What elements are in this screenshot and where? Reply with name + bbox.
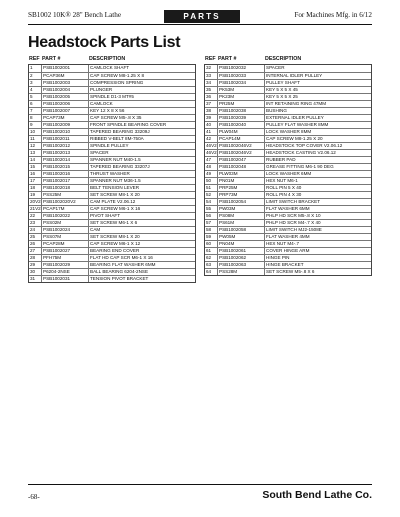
description-cell: RUBBER PAD bbox=[266, 157, 296, 162]
table-row bbox=[29, 261, 195, 268]
ref-cell: 42 bbox=[205, 136, 218, 142]
part-number-cell: PSB1002039 bbox=[218, 115, 265, 121]
ref-cell: 48 bbox=[205, 164, 218, 170]
description-cell: INTERNAL IDLER PULLEY bbox=[266, 73, 323, 78]
description-cell: CAP SCREW M5-.8 X 35 bbox=[90, 115, 142, 120]
description-cell: RIBBED V-BELT 8M-750A bbox=[90, 136, 144, 141]
table-row bbox=[29, 100, 195, 107]
ref-cell: 1 bbox=[29, 65, 42, 72]
table-row bbox=[205, 177, 371, 184]
part-number-cell: PSB1002038 bbox=[218, 108, 265, 114]
description-cell: KEY 5 X 5 X 25 bbox=[266, 94, 298, 99]
table-row bbox=[205, 254, 371, 261]
part-number-cell: PSS07M bbox=[42, 234, 89, 240]
part-number-cell: PSB1002013 bbox=[42, 150, 89, 156]
table-row bbox=[29, 268, 195, 275]
part-number-cell: PSB1002006 bbox=[42, 101, 89, 107]
ref-cell: 47 bbox=[205, 157, 218, 163]
description-cell: FRONT SPINDLE BEARING COVER bbox=[90, 122, 167, 127]
part-number-cell: PLW04M bbox=[218, 129, 265, 135]
description-cell: BEARING END COVER bbox=[90, 248, 140, 253]
part-number-cell: PN01M bbox=[218, 178, 265, 184]
ref-cell: 39 bbox=[205, 115, 218, 121]
header-rule bbox=[28, 24, 372, 25]
footer-rule bbox=[28, 484, 372, 485]
table-row bbox=[29, 65, 195, 72]
ref-cell: 29 bbox=[29, 262, 42, 268]
table-row bbox=[29, 198, 195, 205]
description-cell: CAMLOCK bbox=[90, 101, 113, 106]
table-row bbox=[29, 149, 195, 156]
description-cell: BUSHING bbox=[266, 108, 287, 113]
ref-cell: 60 bbox=[205, 241, 218, 247]
description-cell: FLAT WASHER 4MM bbox=[266, 234, 310, 239]
part-number-cell: PSB1002005 bbox=[42, 94, 89, 100]
ref-cell: 49 bbox=[205, 171, 218, 177]
ref-cell: 26 bbox=[29, 241, 42, 247]
table-row bbox=[29, 184, 195, 191]
ref-cell: 14 bbox=[29, 157, 42, 163]
description-cell: SPANNER NUT M36-1.5 bbox=[90, 178, 141, 183]
table-row bbox=[205, 128, 371, 135]
table-row bbox=[205, 261, 371, 268]
part-number-cell: PCAP28M bbox=[42, 241, 89, 247]
table-row bbox=[29, 93, 195, 100]
description-cell: CAP SCREW M6-1 X 16 bbox=[90, 206, 141, 211]
part-number-cell: PSB1002046V2 bbox=[218, 143, 265, 149]
description-cell: COVER HINGE ARM bbox=[266, 248, 310, 253]
ref-cell: 41 bbox=[205, 129, 218, 135]
part-number-cell: PSB1002029 bbox=[42, 262, 89, 268]
table-row bbox=[205, 121, 371, 128]
table-row bbox=[29, 205, 195, 212]
table-row bbox=[29, 254, 195, 261]
ref-cell: 11 bbox=[29, 136, 42, 142]
description-cell: PHLP HD SCR M4-.7 X 40 bbox=[266, 220, 321, 225]
description-cell: CAMLOCK SHAFT bbox=[90, 65, 130, 70]
part-number-cell: PW05M bbox=[218, 234, 265, 240]
table-row bbox=[205, 184, 371, 191]
description-cell: CAM PLATE V2.06.12 bbox=[90, 199, 136, 204]
table-row bbox=[29, 247, 195, 254]
table-row bbox=[205, 100, 371, 107]
description-cell: SPACER bbox=[90, 150, 109, 155]
table-row bbox=[205, 156, 371, 163]
part-number-cell: PSB1002017 bbox=[42, 178, 89, 184]
ref-cell: 23 bbox=[29, 220, 42, 226]
ref-cell: 20V2 bbox=[30, 199, 41, 204]
ref-cell: 32 bbox=[205, 65, 218, 72]
ref-cell: 28 bbox=[29, 255, 42, 261]
table-row bbox=[29, 107, 195, 114]
ref-cell: 36 bbox=[205, 94, 218, 100]
part-number-cell: PSB1002007 bbox=[42, 108, 89, 114]
ref-cell: 52 bbox=[205, 192, 218, 198]
part-number-cell: PSB1002048 bbox=[218, 164, 265, 170]
table-body bbox=[28, 64, 196, 283]
ref-cell: 17 bbox=[29, 178, 42, 184]
description-cell: TAPERED BEARING 33207J bbox=[90, 164, 150, 169]
table-row bbox=[29, 156, 195, 163]
description-cell: LIMIT SWITCH BRACKET bbox=[266, 199, 321, 204]
ref-cell: 34 bbox=[205, 80, 218, 86]
table-row bbox=[29, 142, 195, 149]
ref-cell: 3 bbox=[29, 80, 42, 86]
part-number-cell: PSB1002018 bbox=[42, 185, 89, 191]
description-cell: BELT TENSION LEVER bbox=[90, 185, 140, 190]
table-row bbox=[205, 226, 371, 233]
part-number-cell: PS08M bbox=[218, 213, 265, 219]
part-number-cell: PCAP17M bbox=[42, 206, 89, 212]
ref-cell: 24 bbox=[29, 227, 42, 233]
description-cell: INT RETAINING RING 47MM bbox=[266, 101, 327, 106]
table-row bbox=[205, 191, 371, 198]
description-cell: LOCK WASHER 6MM bbox=[266, 171, 312, 176]
description-cell: KEY 5 X 5 X 45 bbox=[266, 87, 298, 92]
ref-cell: 51 bbox=[205, 185, 218, 191]
part-number-cell: PN04M bbox=[218, 241, 265, 247]
ref-cell: 38 bbox=[205, 108, 218, 114]
part-number-cell: PCAP14M bbox=[218, 136, 265, 142]
ref-cell: 5 bbox=[29, 94, 42, 100]
description-cell: ROLL PIN 5 X 40 bbox=[266, 185, 302, 190]
part-number-cell: PCAP36M bbox=[42, 73, 89, 79]
part-number-cell: PSB1002011 bbox=[42, 136, 89, 142]
description-header: DESCRIPTION bbox=[265, 56, 302, 62]
description-cell: SET SCREW M8-1 X 20 bbox=[90, 192, 140, 197]
ref-cell: 19 bbox=[29, 192, 42, 198]
description-cell: HEX NUT M6-1 bbox=[266, 178, 298, 183]
table-row bbox=[205, 93, 371, 100]
part-number-cell: PSB1002004 bbox=[42, 87, 89, 93]
table-row bbox=[29, 233, 195, 240]
table-row bbox=[29, 86, 195, 93]
manufacture-date: For Machines Mfg. in 6/12 bbox=[294, 11, 372, 19]
description-cell: PLUNGER bbox=[90, 87, 113, 92]
ref-cell: 13 bbox=[29, 150, 42, 156]
ref-cell: 2 bbox=[29, 73, 42, 79]
description-cell: PULLEY FLAT WASHER 8MM bbox=[266, 122, 329, 127]
part-number-cell: PSB1002046V2 bbox=[218, 150, 265, 156]
description-cell: BALL BEARING 6204-2NSE bbox=[90, 269, 149, 274]
parts-table-right bbox=[204, 56, 372, 276]
table-row bbox=[205, 114, 371, 121]
part-number-cell: PSB1002031 bbox=[42, 276, 89, 282]
ref-cell: 7 bbox=[29, 108, 42, 114]
ref-cell: 16 bbox=[29, 171, 42, 177]
description-cell: SET SCREW M5-.8 X 6 bbox=[266, 269, 315, 274]
table-row bbox=[205, 233, 371, 240]
ref-cell: 6 bbox=[29, 101, 42, 107]
ref-cell: 50 bbox=[205, 178, 218, 184]
part-number-cell: PSB1002040 bbox=[218, 122, 265, 128]
table-row bbox=[205, 198, 371, 205]
part-number-cell: PSB1002032 bbox=[218, 65, 265, 72]
table-row bbox=[29, 191, 195, 198]
table-row bbox=[205, 219, 371, 226]
ref-cell: 56 bbox=[205, 213, 218, 219]
part-number-cell: PK23M bbox=[218, 94, 265, 100]
description-cell: ROLL PIN 4 X 30 bbox=[266, 192, 302, 197]
description-cell: SET SCREW M6-1 X 6 bbox=[90, 220, 138, 225]
description-header: DESCRIPTION bbox=[89, 56, 126, 62]
description-cell: HEX NUT M4-.7 bbox=[266, 241, 300, 246]
ref-cell: 8 bbox=[29, 115, 42, 121]
table-row bbox=[29, 219, 195, 226]
table-header bbox=[28, 56, 196, 64]
page-title: Headstock Parts List bbox=[28, 34, 181, 51]
part-number-cell: P6204-2NSE bbox=[42, 269, 89, 275]
ref-cell: 55 bbox=[205, 206, 218, 212]
page-header bbox=[28, 10, 372, 24]
part-number-cell: PSB1002063 bbox=[218, 262, 265, 268]
description-cell: KEY 12 X 8 X 56 bbox=[90, 108, 125, 113]
ref-header: REF bbox=[29, 56, 40, 62]
description-cell: SPANNER NUT M40-1.5 bbox=[90, 157, 141, 162]
part-number-cell: PSB1002016 bbox=[42, 171, 89, 177]
part-number-cell: PSB1002027 bbox=[42, 248, 89, 254]
table-row bbox=[205, 268, 371, 275]
description-cell: CAP SCREW M8-1.25 X 8 bbox=[90, 73, 145, 78]
ref-cell: 25 bbox=[29, 234, 42, 240]
table-row bbox=[205, 142, 371, 149]
description-cell: PULLEY SHAFT bbox=[266, 80, 300, 85]
table-row bbox=[29, 170, 195, 177]
part-number-cell: PRP25M bbox=[218, 185, 265, 191]
description-cell: TENSION PIVOT BRACKET bbox=[90, 276, 149, 281]
part-header: PART # bbox=[42, 56, 61, 62]
part-number-cell: PSB1002054 bbox=[218, 199, 265, 205]
description-cell: HINGE BRACKET bbox=[266, 262, 304, 267]
ref-cell: 37 bbox=[205, 101, 218, 107]
ref-cell: 58 bbox=[205, 227, 218, 233]
table-row bbox=[205, 107, 371, 114]
ref-cell: 64 bbox=[205, 269, 218, 275]
table-row bbox=[205, 86, 371, 93]
table-row bbox=[29, 226, 195, 233]
ref-cell: 21V2 bbox=[30, 206, 41, 211]
table-row bbox=[29, 212, 195, 219]
part-number-cell: PSS25M bbox=[42, 192, 89, 198]
part-number-cell: PK53M bbox=[218, 87, 265, 93]
machine-model: SB1002 10K® 28" Bench Lathe bbox=[28, 11, 122, 19]
table-row bbox=[205, 65, 371, 72]
ref-cell: 15 bbox=[29, 164, 42, 170]
table-row bbox=[205, 149, 371, 156]
ref-cell: 46V2 bbox=[206, 150, 217, 155]
description-cell: FLAT HD CAP SCR M6-1 X 16 bbox=[90, 255, 153, 260]
part-number-cell: PSB1002003 bbox=[42, 80, 89, 86]
part-number-cell: PW03M bbox=[218, 206, 265, 212]
description-cell: SET SCREW M8-1 X 20 bbox=[90, 234, 140, 239]
table-body bbox=[204, 64, 372, 276]
ref-cell: 4 bbox=[29, 87, 42, 93]
part-number-cell: PSB1002014 bbox=[42, 157, 89, 163]
ref-cell: 33 bbox=[205, 73, 218, 79]
description-cell: PIVOT SHAFT bbox=[90, 213, 121, 218]
ref-cell: 31 bbox=[29, 276, 42, 282]
ref-cell: 46V2 bbox=[206, 143, 217, 148]
table-row bbox=[29, 177, 195, 184]
ref-cell: 62 bbox=[205, 255, 218, 261]
table-row bbox=[205, 163, 371, 170]
table-row bbox=[29, 135, 195, 142]
table-row bbox=[205, 240, 371, 247]
part-number-cell: PSB1002015 bbox=[42, 164, 89, 170]
section-tab: PARTS bbox=[164, 10, 240, 23]
part-number-cell: PR25M bbox=[218, 101, 265, 107]
table-row bbox=[205, 72, 371, 79]
ref-cell: 18 bbox=[29, 185, 42, 191]
description-cell: HEADSTOCK CASTING V2.06.12 bbox=[266, 150, 336, 155]
ref-cell: 9 bbox=[29, 122, 42, 128]
part-number-cell: PSS02M bbox=[42, 220, 89, 226]
ref-cell: 54 bbox=[205, 199, 218, 205]
description-cell: CAP SCREW M6-1 X 12 bbox=[90, 241, 141, 246]
part-number-cell: PRP73M bbox=[218, 192, 265, 198]
ref-cell: 10 bbox=[29, 129, 42, 135]
table-row bbox=[29, 163, 195, 170]
table-header bbox=[204, 56, 372, 64]
table-row bbox=[29, 128, 195, 135]
description-cell: SPINDLE PULLEY bbox=[90, 143, 129, 148]
part-number-cell: PSS28M bbox=[218, 269, 265, 275]
part-number-cell: PSB1002061 bbox=[218, 248, 265, 254]
part-number-cell: PSB1002047 bbox=[218, 157, 265, 163]
description-cell: SPINDLE D1-3 MT#5 bbox=[90, 94, 134, 99]
part-number-cell: PSB1002033 bbox=[218, 73, 265, 79]
table-row bbox=[205, 212, 371, 219]
ref-cell: 40 bbox=[205, 122, 218, 128]
description-cell: HEADSTOCK TOP COVER V2.06.12 bbox=[266, 143, 343, 148]
ref-cell: 61 bbox=[205, 248, 218, 254]
part-number-cell: PCAP73M bbox=[42, 115, 89, 121]
part-number-cell: PSB1002012 bbox=[42, 143, 89, 149]
ref-cell: 22 bbox=[29, 213, 42, 219]
brand-logo: South Bend Lathe Co. bbox=[262, 489, 372, 501]
table-row bbox=[29, 72, 195, 79]
table-row bbox=[205, 135, 371, 142]
ref-header: REF bbox=[205, 56, 216, 62]
ref-cell: 63 bbox=[205, 262, 218, 268]
description-cell: THRUST WASHER bbox=[90, 171, 130, 176]
part-number-cell: PSB1002034 bbox=[218, 80, 265, 86]
description-cell: CAP SCREW M8-1.25 X 20 bbox=[266, 136, 323, 141]
description-cell: FLAT WASHER 6MM bbox=[266, 206, 310, 211]
ref-cell: 35 bbox=[205, 87, 218, 93]
part-header: PART # bbox=[218, 56, 237, 62]
part-number-cell: PLW03M bbox=[218, 171, 265, 177]
table-row bbox=[205, 205, 371, 212]
description-cell: GREASE FITTING M6-1 90 DEG bbox=[266, 164, 334, 169]
table-row bbox=[205, 247, 371, 254]
part-number-cell: PFH75M bbox=[42, 255, 89, 261]
table-row bbox=[205, 79, 371, 86]
description-cell: HINGE PIN bbox=[266, 255, 290, 260]
table-row bbox=[29, 114, 195, 121]
parts-table-left bbox=[28, 56, 196, 283]
description-cell: CAM bbox=[90, 227, 101, 232]
part-number-cell: PSB1002058 bbox=[218, 227, 265, 233]
table-row bbox=[205, 170, 371, 177]
description-cell: TAPERED BEARING 33209J bbox=[90, 129, 150, 134]
part-number-cell: PS61M bbox=[218, 220, 265, 226]
description-cell: SPACER bbox=[266, 65, 285, 70]
table-row bbox=[29, 275, 195, 282]
description-cell: PHLP HD SCR M5-.8 X 10 bbox=[266, 213, 321, 218]
ref-cell: 12 bbox=[29, 143, 42, 149]
ref-cell: 30 bbox=[29, 269, 42, 275]
description-cell: COMPRESSION SPRING bbox=[90, 80, 144, 85]
description-cell: LIMIT SWITCH MJ2-1508E bbox=[266, 227, 322, 232]
description-cell: LOCK WASHER 8MM bbox=[266, 129, 312, 134]
part-number-cell: PSB1002020V2 bbox=[42, 199, 89, 205]
part-number-cell: PSB1002009 bbox=[42, 122, 89, 128]
description-cell: EXTERNAL IDLER PULLEY bbox=[266, 115, 324, 120]
page-number: -68- bbox=[28, 493, 40, 501]
part-number-cell: PSB1002024 bbox=[42, 227, 89, 233]
description-cell: BEARING FLAT WASHER 6MM bbox=[90, 262, 156, 267]
ref-cell: 27 bbox=[29, 248, 42, 254]
part-number-cell: PSB1002010 bbox=[42, 129, 89, 135]
table-row bbox=[29, 121, 195, 128]
part-number-cell: PSB1002022 bbox=[42, 213, 89, 219]
table-row bbox=[29, 240, 195, 247]
ref-cell: 59 bbox=[205, 234, 218, 240]
part-number-cell: PSB1002062 bbox=[218, 255, 265, 261]
table-row bbox=[29, 79, 195, 86]
part-number-cell: PSB1002001 bbox=[42, 65, 89, 72]
ref-cell: 57 bbox=[205, 220, 218, 226]
